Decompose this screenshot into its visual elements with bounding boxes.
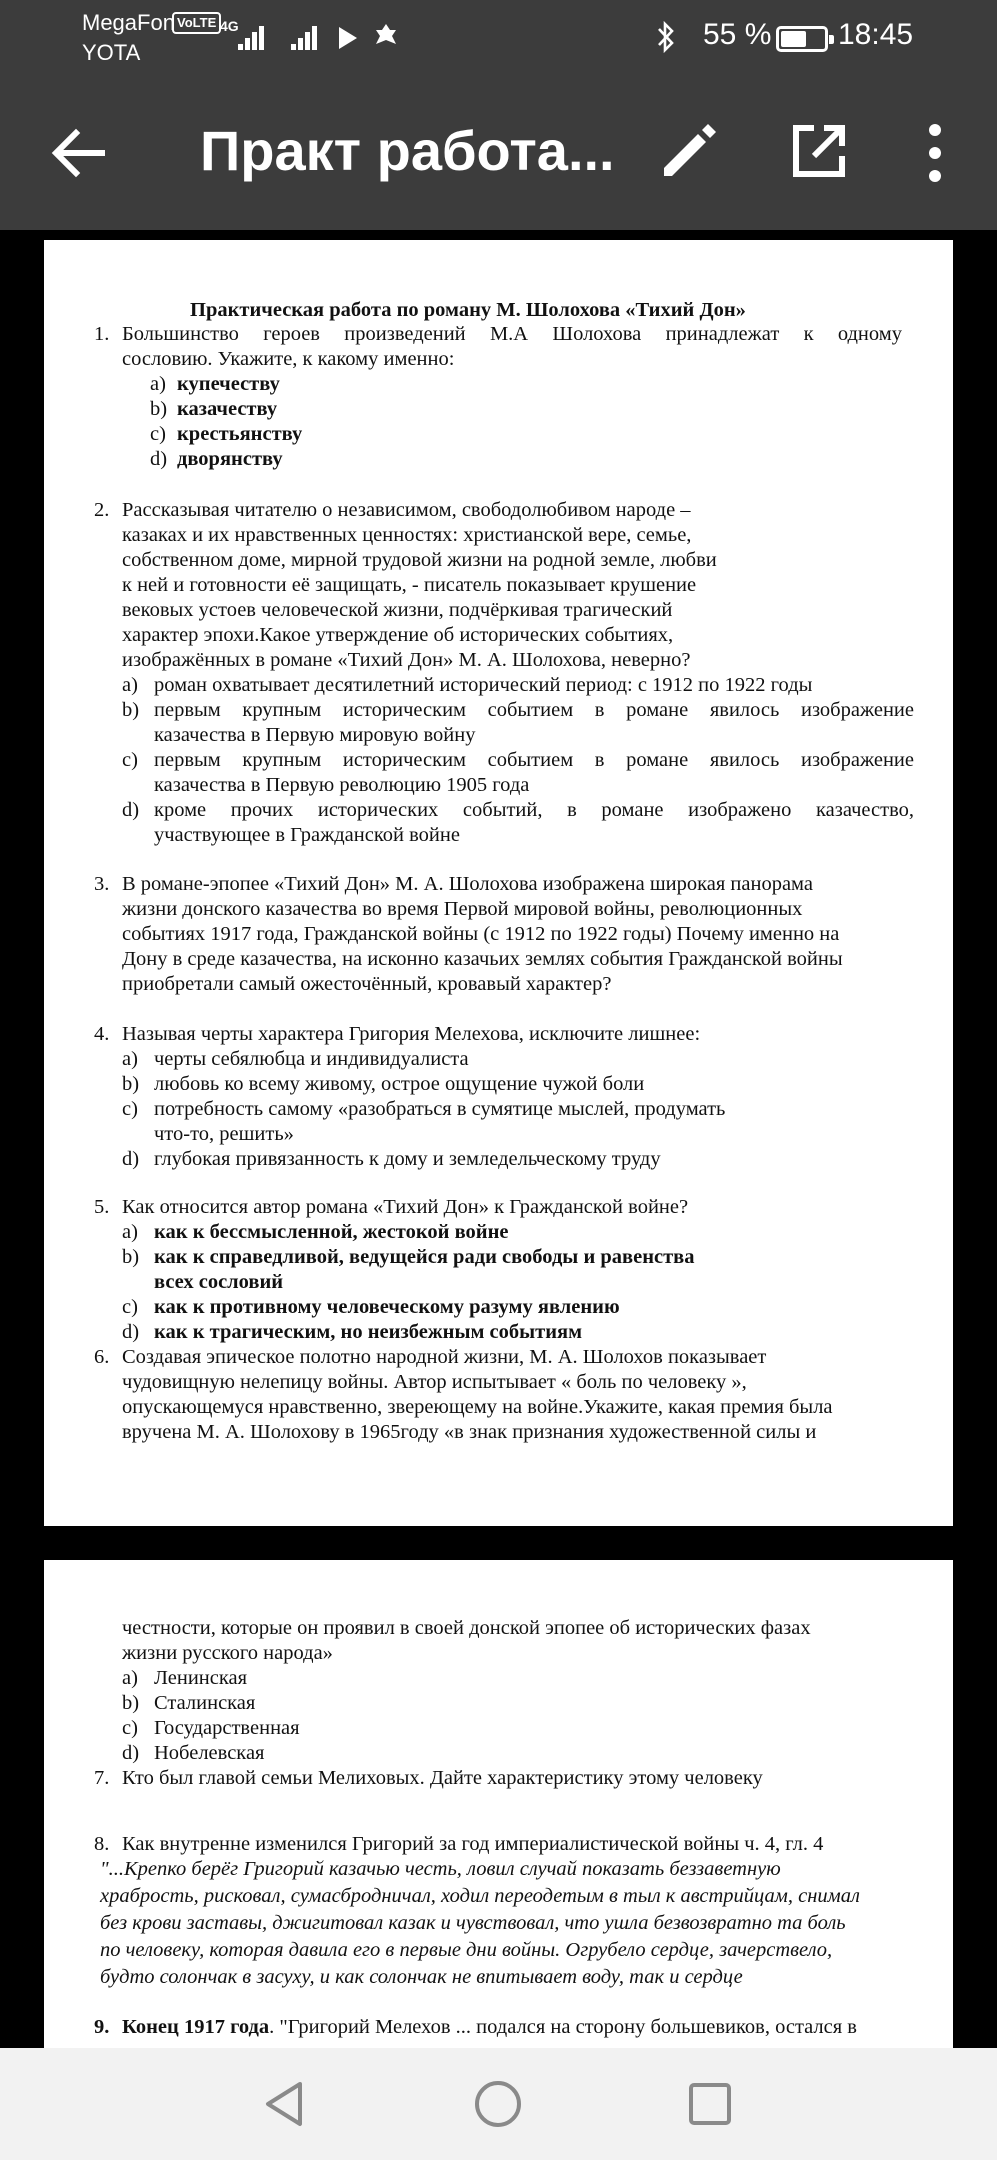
navigation-bar [0,2048,997,2160]
option-text: дворянству [177,448,283,470]
question-text: приобретали самый ожесточённый, кровавый характер? [122,973,612,995]
question-text: Рассказывая читателю о независимом, свободолюбивом народе – [122,499,691,521]
option-text: первым крупным историческим событием в романе явилось изображение [154,749,914,771]
bluetooth-icon [654,20,678,54]
option-text: глубокая привязанность к дому и земледельческому труду [154,1148,661,1170]
document-page-1[interactable] [44,240,953,1526]
nav-home-circle-icon[interactable] [470,2076,526,2132]
carrier-name-1: MegaFon [82,10,175,35]
question-text: В романе-эпопее «Тихий Дон» М. А. Шолохова изображена широкая панорама [122,873,813,895]
nav-recents-square-icon[interactable] [682,2076,738,2132]
option-letter: b) [150,398,168,420]
question-number: 5. [94,1196,110,1218]
quote-text: храбрость, рисковал, сумасбродничал, ходил переодетым в тыл к австрийцам, снимал [100,1885,860,1907]
page-title: Практическая работа по роману М. Шолохова «Тихий Дон» [190,299,746,321]
quote-text: без крови заставы, джигитовал казак и чувствовал, что ушла безвозвратно та боль [100,1912,846,1934]
quote-text: по человеку, которая давила его в первые дни войны. Огрубело сердце, зачерствело, [100,1939,833,1961]
option-text: Сталинская [154,1692,256,1714]
option-text: участвующее в Гражданской войне [154,824,460,846]
more-vert-icon[interactable] [910,118,960,188]
back-arrow-icon[interactable] [44,118,114,188]
question-number: 9. [94,2016,110,2038]
signal-icon [291,20,323,50]
option-text: как к трагическим, но неизбежным событиям [154,1321,583,1343]
quote-text: будто солончак в засуху, и как солончак не впитывает воду, так и сердце [100,1966,743,1988]
question-text: казаках и их нравственных ценностях: христианской вере, семье, [122,524,692,546]
question-text: честности, которые он проявил в своей донской эпопее об исторических фазах [122,1617,811,1639]
option-letter: c) [122,1098,138,1120]
network-type: 4G [220,18,239,34]
option-text: казачеству [177,398,278,420]
status-bar [0,0,997,76]
question-number: 8. [94,1833,110,1855]
document-title: Практ работа... [200,119,615,182]
question-text: Большинство героев произведений М.А Шолохова принадлежат к одному [122,323,902,345]
option-letter: a) [122,1667,138,1689]
option-letter: c) [150,423,166,445]
option-letter: c) [122,1717,138,1739]
option-text: любовь ко всему живому, острое ощущение чужой боли [154,1073,645,1095]
clock: 18:45 [838,18,914,51]
option-text: как к противному человеческому разуму явлению [154,1296,620,1318]
carrier-name-2: YOTA [82,40,141,65]
option-text: Государственная [154,1717,300,1739]
question-number: 4. [94,1023,110,1045]
question-number: 3. [94,873,110,895]
option-text: крестьянству [177,423,303,445]
option-letter: b) [122,1246,140,1268]
option-text: всех сословий [154,1271,284,1293]
question-text: жизни донского казачества во время Первой мировой войны, революционных [122,898,803,920]
option-letter: c) [122,749,138,771]
option-letter: a) [122,1048,138,1070]
nav-back-triangle-icon[interactable] [258,2076,314,2132]
option-letter: a) [122,674,138,696]
question-text: опускающемуся нравственно, звереющему на войне.Укажите, какая премия была [122,1396,833,1418]
option-text: черты себялюбца и индивидуалиста [154,1048,469,1070]
question-text: сословию. Укажите, к какому именно: [122,348,455,370]
question-number: 2. [94,499,110,521]
open-external-icon[interactable] [786,118,852,184]
option-letter: b) [122,699,140,721]
battery-icon [776,26,828,52]
question-text: вековых устоев человеческой жизни, подчёркивая трагический [122,599,673,621]
option-letter: b) [122,1073,140,1095]
question-text: жизни русского народа» [122,1642,333,1664]
question-text-rest: . "Григорий Мелехов ... подался на сторону большевиков, остался в [269,2016,857,2038]
notification-icon [374,22,398,52]
play-icon [339,27,357,49]
option-letter: d) [122,1742,140,1764]
option-letter: d) [122,1148,140,1170]
edit-pencil-icon[interactable] [656,118,722,184]
option-text: Ленинская [154,1667,248,1689]
option-letter: c) [122,1296,138,1318]
option-text: роман охватывает десятилетний исторический период: с 1912 по 1922 годы [154,674,813,696]
question-number: 1. [94,323,110,345]
option-text: как к справедливой, ведущейся ради свободы и равенства [154,1246,695,1268]
question-text: изображённых в романе «Тихий Дон» М. А. Шолохова, неверно? [122,649,691,671]
option-text: казачества в Первую мировую войну [154,724,476,746]
question-text [122,2015,857,2040]
option-letter: d) [122,799,140,821]
question-text: Называя черты характера Григория Мелехова, исключите лишнее: [122,1023,701,1045]
battery-level-fill [781,31,806,47]
quote-text: "...Крепко берёг Григорий казачью честь, ловил случай показать беззаветную [100,1858,781,1880]
question-text: событиях 1917 года, Гражданской войны (с 1912 по 1922 годы) Почему именно на [122,923,840,945]
question-text: Как внутренне изменился Григорий за год империалистической войны ч. 4, гл. 4 [122,1833,824,1855]
question-text: вручена М. А. Шолохову в 1965году «в знак признания художественной силы и [122,1421,817,1443]
option-text: казачества в Первую революцию 1905 года [154,774,530,796]
option-text: потребность самому «разобраться в сумятице мыслей, продумать [154,1098,726,1120]
question-text: чудовищную нелепицу войны. Автор испытывает « боль по человеку », [122,1371,747,1393]
question-bold-text: Конец 1917 года [122,2016,270,2038]
question-text: Кто был главой семьи Мелиховых. Дайте характеристику этому человеку [122,1767,763,1789]
option-text: кроме прочих исторических событий, в романе изображено казачество, [154,799,914,821]
battery-percent: 55 % [703,18,772,51]
question-text: собственном доме, мирной трудовой жизни на родной земле, любви [122,549,717,571]
signal-icon [238,20,270,50]
option-text: первым крупным историческим событием в романе явилось изображение [154,699,914,721]
volte-badge: VoLTE [172,12,221,34]
question-text: Создавая эпическое полотно народной жизни, М. А. Шолохов показывает [122,1346,767,1368]
option-letter: a) [122,1221,138,1243]
option-text: Нобелевская [154,1742,265,1764]
option-text: что-то, решить» [154,1123,294,1145]
question-text: Как относится автор романа «Тихий Дон» к Гражданской войне? [122,1196,689,1218]
option-letter: d) [122,1321,140,1343]
option-text: как к бессмысленной, жестокой войне [154,1221,509,1243]
question-text: характер эпохи.Какое утверждение об исторических событиях, [122,624,674,646]
question-text: к ней и готовности её защищать, - писатель показывает крушение [122,574,697,596]
document-page-2[interactable] [44,1560,953,2120]
app-bar [0,76,997,230]
option-text: купечеству [177,373,280,395]
option-letter: b) [122,1692,140,1714]
question-number: 7. [94,1767,110,1789]
option-letter: d) [150,448,168,470]
question-number: 6. [94,1346,110,1368]
question-text: Дону в среде казачества, на исконно казачьих землях события Гражданской войны [122,948,843,970]
option-letter: a) [150,373,166,395]
